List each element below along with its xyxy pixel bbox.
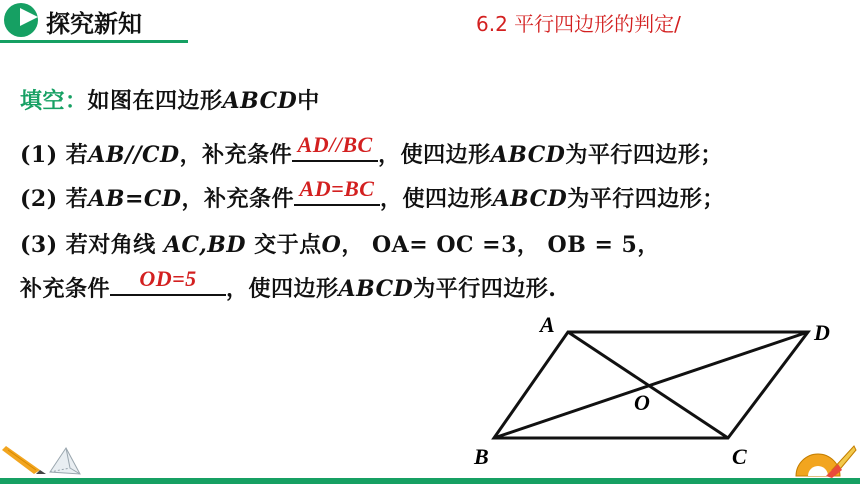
q2-blank[interactable] (294, 176, 380, 206)
q3-mid: 交于点 (254, 232, 322, 258)
bottom-bar (0, 478, 860, 484)
q2-answer: AD=BC (299, 176, 375, 201)
q1-tail: 为平行四边形； (565, 142, 723, 168)
question-3-line-2 (20, 266, 557, 303)
q2-after: ，使四边形 (380, 186, 493, 212)
question-3 (20, 228, 660, 259)
header-underline (0, 40, 188, 43)
q1-answer: AD//BC (297, 132, 373, 157)
pyramid-icon (46, 446, 86, 478)
label-a: A (540, 312, 555, 337)
pencil-icon (2, 438, 48, 476)
prompt-tail: 中 (297, 88, 320, 114)
prompt-var: ABCD (222, 88, 298, 114)
prompt-label: 填空： (20, 88, 88, 114)
play-badge-cut (20, 8, 38, 26)
label-b: B (474, 444, 489, 469)
q1-num: (1) 若 (20, 142, 89, 168)
lesson-title: 6.2 平行四边形的判定/ (476, 12, 681, 36)
prompt-line (20, 84, 320, 115)
q3-diag: AC,BD (155, 232, 255, 258)
q1-given: AB//CD (88, 142, 180, 168)
diagonal-bd (494, 332, 808, 438)
q2-given: AB=CD (88, 186, 182, 212)
q3-cond: ， OA= OC =3， OB = 5， (341, 232, 660, 258)
q2-mid: ，补充条件 (181, 186, 294, 212)
q3-line2-pre: 补充条件 (20, 276, 111, 302)
q2-quad: ABCD (492, 186, 568, 212)
q1-after: ，使四边形 (378, 142, 491, 168)
q3-tail: 为平行四边形. (413, 276, 557, 302)
question-2 (20, 176, 725, 213)
header (0, 0, 860, 44)
label-d: D (814, 320, 830, 345)
question-1 (20, 132, 723, 169)
q3-num: (3) 若对角线 (20, 232, 156, 258)
section-title: 探究新知 (46, 10, 142, 38)
q3-point: O (321, 232, 342, 258)
q1-mid: ，补充条件 (179, 142, 293, 168)
q1-blank[interactable] (292, 132, 378, 162)
q2-num: (2) 若 (20, 186, 89, 212)
q1-quad: ABCD (490, 142, 566, 168)
q3-quad: ABCD (338, 276, 414, 302)
label-c: C (732, 444, 747, 469)
q2-tail: 为平行四边形； (567, 186, 725, 212)
q3-answer: OD=5 (139, 266, 197, 291)
q3-blank[interactable] (110, 266, 226, 296)
prompt-text: 如图在四边形 (87, 88, 223, 114)
q3-after: ，使四边形 (226, 276, 339, 302)
label-o: O (634, 390, 650, 415)
protractor-ruler-icon (792, 440, 858, 480)
